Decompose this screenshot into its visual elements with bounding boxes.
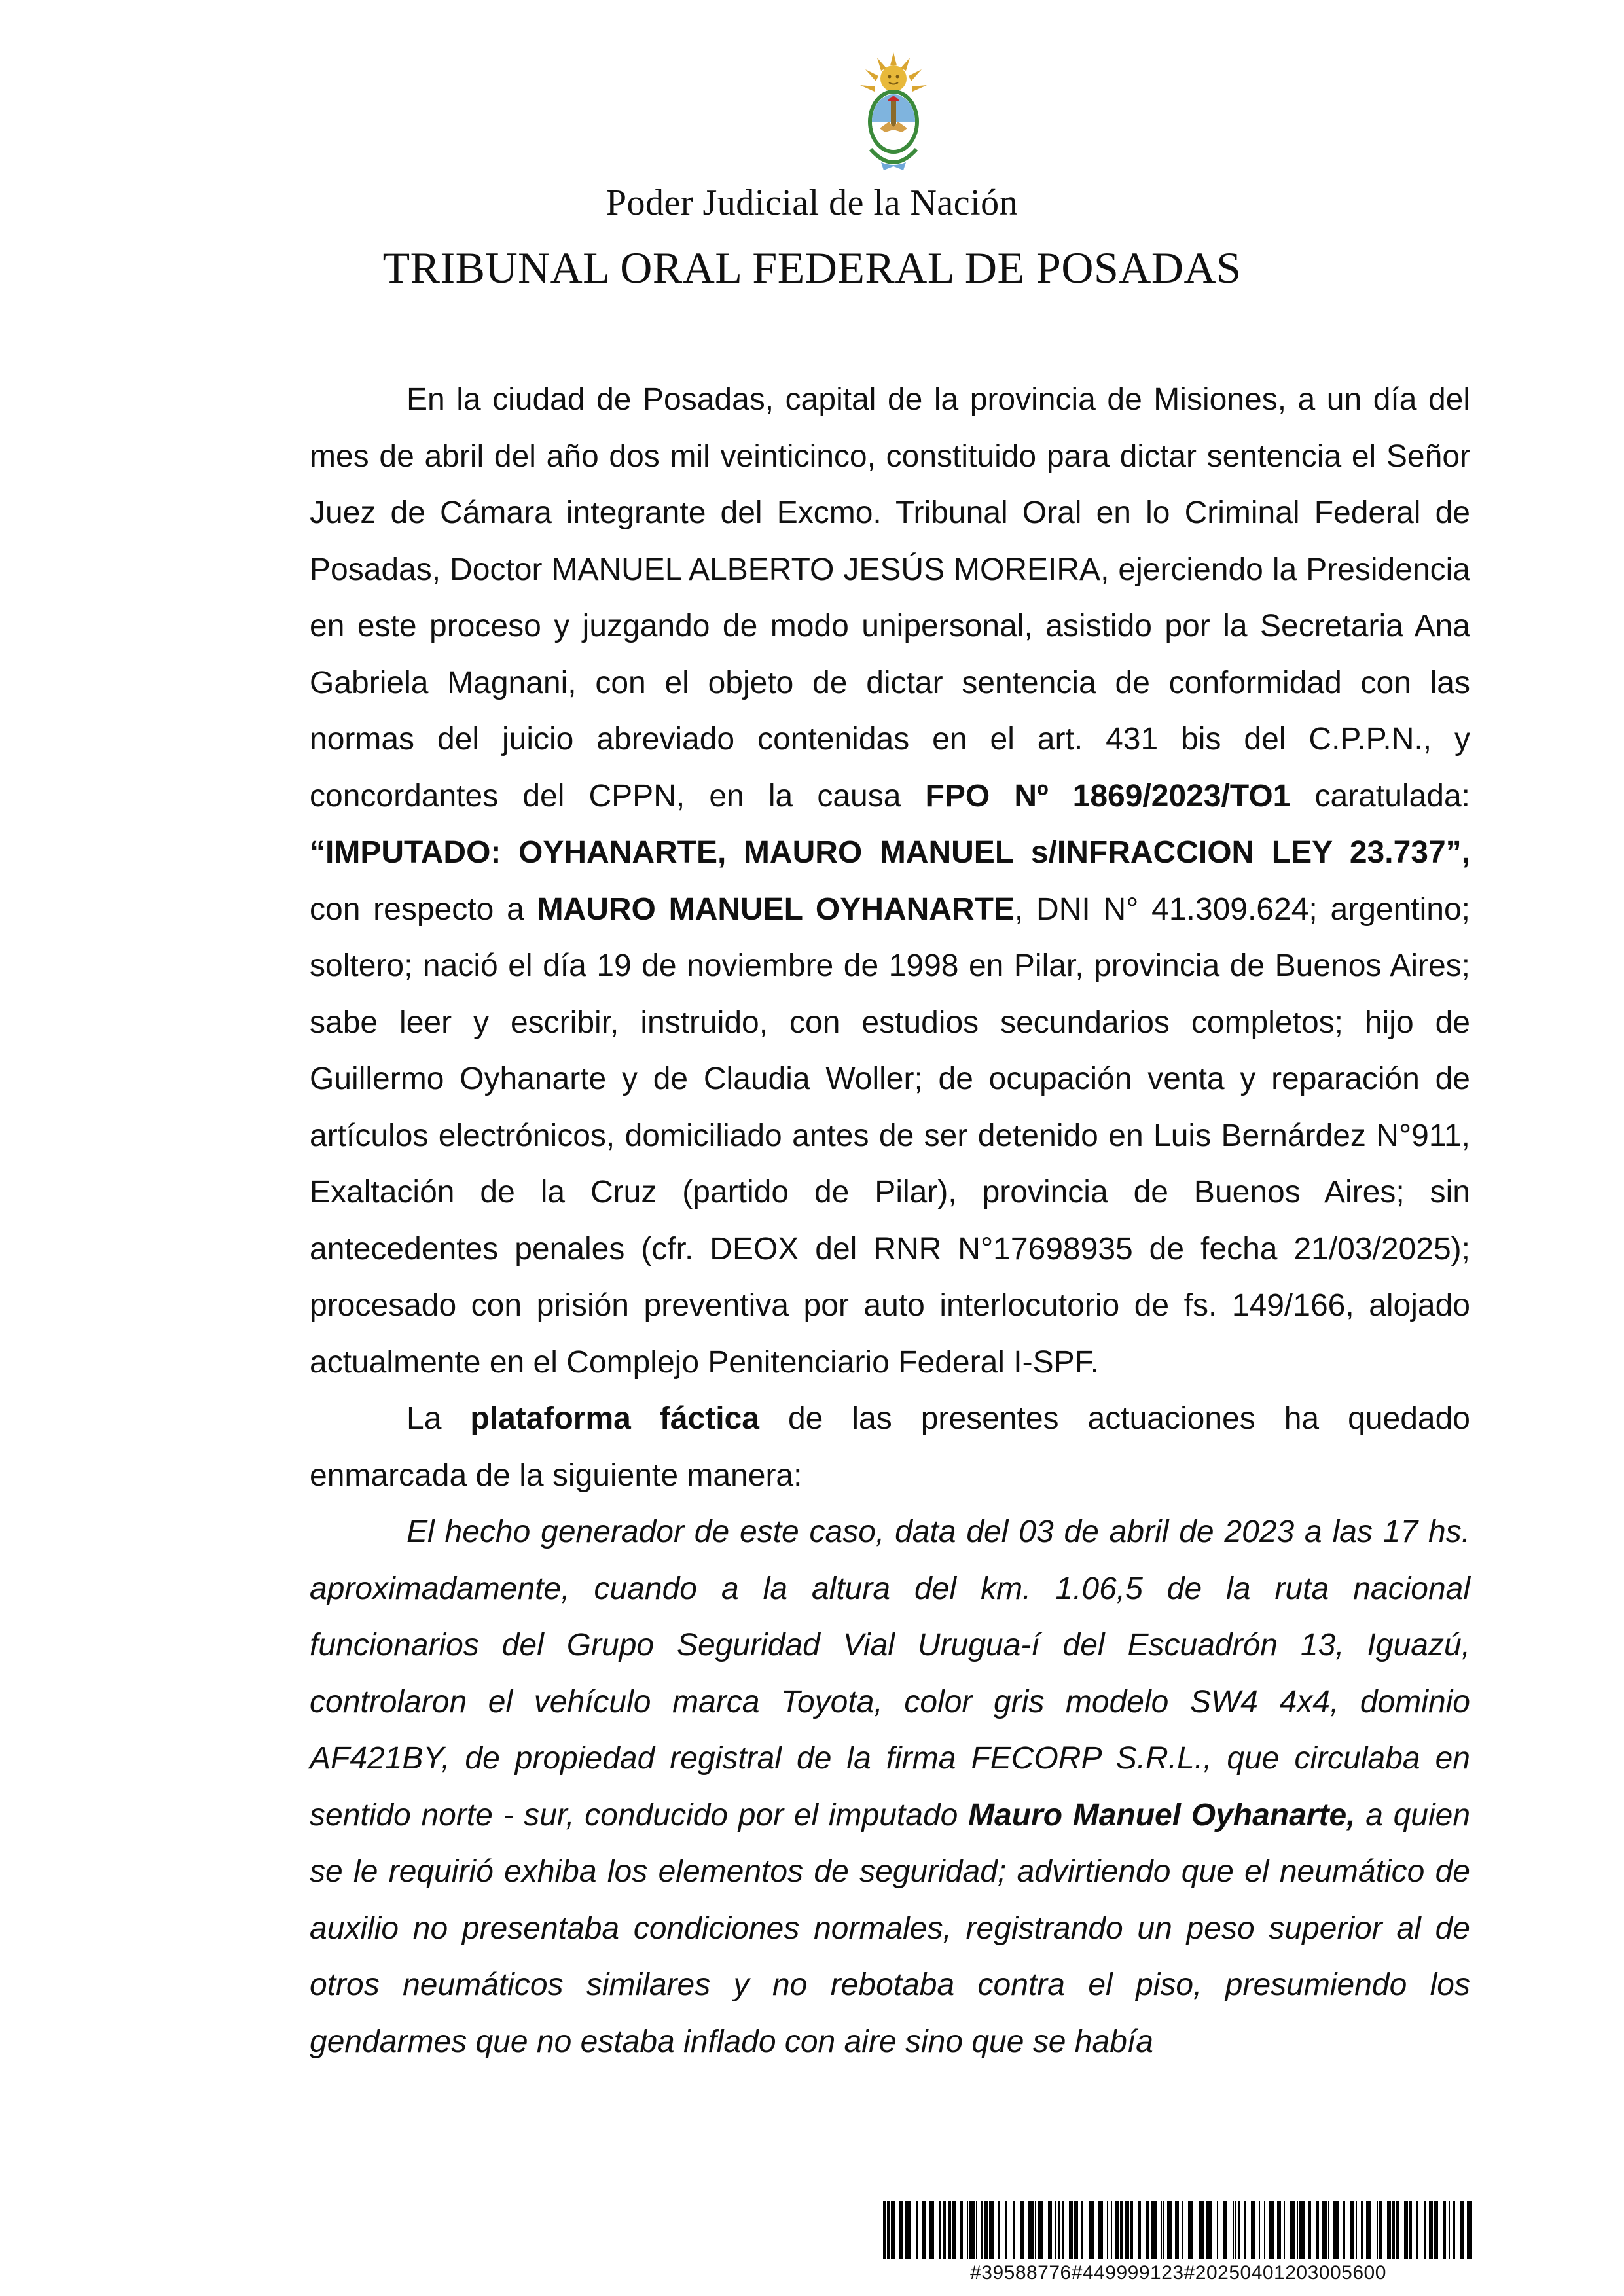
barcode-bar [1035,2201,1036,2259]
defendant-name: MAURO MANUEL OYHANARTE [537,891,1015,927]
barcode-bar [1316,2201,1319,2259]
barcode-bar [1005,2201,1007,2259]
barcode-bar [1356,2201,1357,2259]
barcode-bar [1107,2201,1108,2259]
barcode-bar [1259,2201,1260,2259]
barcode-bar [984,2201,988,2259]
barcode-bar [1392,2201,1395,2259]
institution-name: Poder Judicial de la Nación [605,183,1019,223]
barcode-bar [1098,2201,1103,2259]
barcode-bar [1125,2201,1129,2259]
barcode-bar [1167,2201,1172,2259]
case-number: FPO Nº 1869/2023/TO1 [925,778,1291,814]
barcode-bar [952,2201,956,2259]
barcode-text: #39588776#449999123#20250401203005600 [970,2262,1386,2284]
barcode-bar [1350,2201,1354,2259]
barcode-bar [1322,2201,1327,2259]
barcode-bar [929,2201,934,2259]
barcode-bar [1387,2201,1391,2259]
barcode-bar [948,2201,951,2259]
barcode-bar [998,2201,1000,2259]
barcode-bar [1115,2201,1119,2259]
barcode-bar [1089,2201,1094,2259]
barcode-bar [1328,2201,1329,2259]
barcode-bar [1361,2201,1363,2259]
barcode-bar [1443,2201,1446,2259]
barcode-bar [1238,2201,1240,2259]
barcode-bar [1038,2201,1043,2259]
barcode-bar [976,2201,977,2259]
barcode-bar [1199,2201,1204,2259]
barcode-bar [1062,2201,1064,2259]
barcode-bar [1233,2201,1234,2259]
barcode-bar [1297,2201,1298,2259]
barcode-bar [1146,2201,1149,2259]
barcode-bar [899,2201,903,2259]
barcode-bar [1182,2201,1183,2259]
barcode-bar [989,2201,994,2259]
barcode-bar [1020,2201,1024,2259]
paragraph-opening: En la ciudad de Posadas, capital de la provincia de Misiones, a un día del mes de abril del año dos mil veinticinco, constituido para dictar sentencia el Señor Juez de Cámara integrante del Excmo. Tribunal Oral en lo Criminal Federal de Posadas, Doctor MANUEL ALBERTO JESÚS MOREIRA, ejerciendo la Presidencia en este proceso y juzgando de modo unipersonal, asistido por la Secretaria Ana Gabriela Magnani, con el objeto de dictar sentencia de conformidad con las normas del juicio abreviado contenidas en el art. 431 bis del C.P.P.N., y concordantes del CPPN, en la causa FPO Nº 1869/2023/TO1 caratulada: “IMPUTADO: OYHANARTE, MAURO MANUEL s/INFRACCION LEY 23.737”, con respecto a MAURO MANUEL OYHANARTE, DNI N° 41.309.624; argentino; soltero; nació el día 19 de noviembre de 1998 en Pilar, provincia de Buenos Aires; sabe leer y escribir, instruido, con estudios secundarios completos; hijo de Guillermo Oyhanarte y de Claudia Woller; de ocupación venta y reparación de artículos electrónicos, domiciliado antes de ser detenido en Luis Bernárdez N°911, Exaltación de la Cruz (partido de Pilar), provincia de Buenos Aires; sin antecedentes penales (cfr. DEOX del RNR N°17698935 de fecha 21/03/2025); procesado con prisión preventiva por auto interlocutorio de fs. 149/166, alojado actualmente en el Complejo Penitenciario Federal I-SPF. [310,382,1471,1380]
barcode-bar [1188,2201,1193,2259]
barcode-bar [943,2201,946,2259]
barcode-bar [1013,2201,1015,2259]
barcode-bar [1379,2201,1382,2259]
barcode-bar [939,2201,941,2259]
barcode-bar [1163,2201,1164,2259]
barcode-bar [1409,2201,1412,2259]
barcode-bar [1424,2201,1426,2259]
case-title: “IMPUTADO: OYHANARTE, MAURO MANUEL s/INFRACCION LEY 23.737”, [310,835,1470,870]
barcode-bar [883,2201,886,2259]
barcode-bar [1058,2201,1060,2259]
document-barcode [883,2201,1473,2259]
barcode-bar [1453,2201,1455,2259]
barcode-bar [1416,2201,1418,2259]
barcode-bar [1434,2201,1438,2259]
barcode-bar [1396,2201,1399,2259]
barcode-bar [1138,2201,1141,2259]
barcode-bar [981,2201,983,2259]
barcode-bar [1161,2201,1162,2259]
facts-heading: plataforma fáctica [470,1401,759,1436]
barcode-bar [1130,2201,1133,2259]
barcode-bar [967,2201,968,2259]
barcode-bar [1048,2201,1052,2259]
barcode-bar [916,2201,918,2259]
barcode-bar [1460,2201,1464,2259]
barcode-bar [1467,2201,1472,2259]
barcode-bar [1299,2201,1305,2259]
barcode-bar [1284,2201,1285,2259]
barcode-bar [887,2201,890,2259]
barcode-bar [1377,2201,1378,2259]
barcode-bar [1074,2201,1078,2259]
barcode-bar [905,2201,911,2259]
national-coat-of-arms-icon [851,51,936,179]
court-name: TRIBUNAL ORAL FEDERAL DE POSADAS [382,243,1242,293]
barcode-bar [1343,2201,1345,2259]
barcode-bar [1055,2201,1056,2259]
barcode-bar [1404,2201,1408,2259]
barcode-bar [1069,2201,1073,2259]
paragraph-facts-intro: La plataforma fáctica de las presentes actuaciones ha quedado enmarcada de la siguiente manera: [310,1401,1471,1493]
barcode-bar [1449,2201,1450,2259]
barcode-bar [922,2201,926,2259]
barcode-bar [960,2201,963,2259]
barcode-bar [1223,2201,1227,2259]
barcode-bar [1264,2201,1265,2259]
barcode-bar [1333,2201,1339,2259]
barcode-bar [1028,2201,1034,2259]
barcode-bar [1151,2201,1157,2259]
barcode-bar [1251,2201,1255,2259]
defendant-name-italic: Mauro Manuel Oyhanarte, [968,1797,1356,1833]
document-body [310,372,1470,2070]
barcode-bar [891,2201,895,2259]
barcode-bar [1366,2201,1371,2259]
barcode-bar [969,2201,975,2259]
barcode-bar [1308,2201,1311,2259]
barcode-bar [1120,2201,1123,2259]
barcode-bar [1429,2201,1433,2259]
paragraph-facts: El hecho generador de este caso, data del 03 de abril de 2023 a las 17 hs. aproximadamente, cuando a la altura del km. 1.06,5 de la ruta nacional funcionarios del Grupo Seguridad Vial Urugua-í del Escuadrón 13, Iguazú, controlaron el vehículo marca Toyota, color gris modelo SW4 4x4, dominio AF421BY, de propiedad registral de la firma FECORP S.R.L., que circulaba en sentido norte - sur, conducido por el imputado Mauro Manuel Oyhanarte, a quien se le requirió exhiba los elementos de seguridad; advirtiendo que el neumático de auxilio no presentaba condiciones normales, registrando un peso superior al de otros neumáticos similares y no rebotaba contra el piso, presumiendo los gendarmes que no estaba inflado con aire sino que se había [310,1515,1471,2059]
barcode-bar [1290,2201,1295,2259]
barcode-bar [1269,2201,1274,2259]
barcode-bar [1277,2201,1281,2259]
barcode-bar [1217,2201,1218,2259]
barcode-bar [1235,2201,1236,2259]
barcode-bar [1111,2201,1112,2259]
sun-face [880,65,907,92]
barcode-bar [1081,2201,1083,2259]
barcode-bar [1206,2201,1212,2259]
barcode-bar [1175,2201,1179,2259]
barcode-bar [1244,2201,1246,2259]
